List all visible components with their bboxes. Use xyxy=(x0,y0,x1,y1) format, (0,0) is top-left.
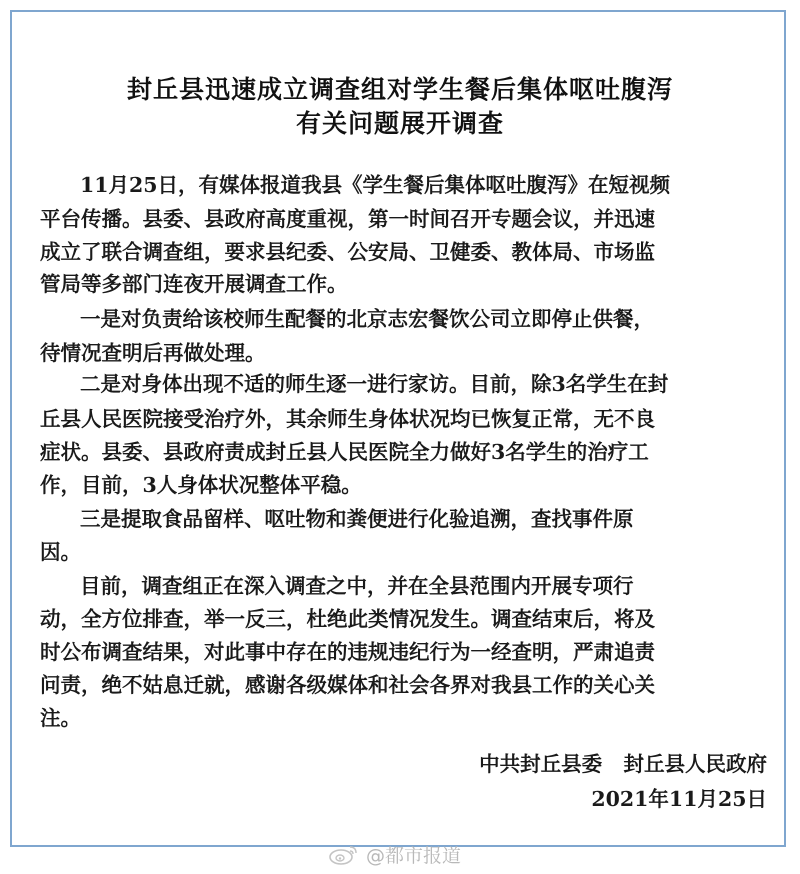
body-line: 丘县人民医院接受治疗外，其余师生身体状况均已恢复正常，无不良 xyxy=(40,407,655,431)
body-line: 因。 xyxy=(40,540,81,564)
body-line: 成立了联合调查组，要求县纪委、公安局、卫健委、教体局、市场监 xyxy=(40,240,655,264)
body-line: 平台传播。县委、县政府高度重视，第一时间召开专题会议，并迅速 xyxy=(40,207,655,231)
body-line: 11月25日，有媒体报道我县《学生餐后集体呕吐腹泻》在短视频 xyxy=(80,173,671,197)
signature-organizations: 中共封丘县委 封丘县人民政府 xyxy=(479,752,767,776)
body-line: 管局等多部门连夜开展调查工作。 xyxy=(40,272,348,296)
document-title-line-2: 有关问题展开调查 xyxy=(295,109,504,138)
weibo-logo-icon xyxy=(328,843,360,865)
body-line: 注。 xyxy=(40,706,81,730)
body-line: 作，目前，3人身体状况整体平稳。 xyxy=(40,473,362,497)
body-line: 动，全方位排查，举一反三，杜绝此类情况发生。调查结束后，将及 xyxy=(40,607,655,631)
watermark xyxy=(328,842,461,866)
document-title-line-1: 封丘县迅速成立调查组对学生餐后集体呕吐腹泻 xyxy=(126,75,673,104)
body-line: 三是提取食品留样、呕吐物和粪便进行化验追溯，查找事件原 xyxy=(80,507,634,531)
body-line: 症状。县委、县政府责成封丘县人民医院全力做好3名学生的治疗工 xyxy=(40,440,649,464)
body-line: 时公布调查结果，对此事中存在的违规违纪行为一经查明，严肃追责 xyxy=(40,640,655,664)
body-line: 一是对负责给该校师生配餐的北京志宏餐饮公司立即停止供餐， xyxy=(80,307,654,331)
signature-date: 2021年11月25日 xyxy=(591,787,767,811)
body-line: 待情况查明后再做处理。 xyxy=(40,341,266,365)
body-line: 目前，调查组正在深入调查之中，并在全县范围内开展专项行 xyxy=(80,574,634,598)
watermark-text: @都市报道 xyxy=(366,844,462,867)
body-line: 二是对身体出现不适的师生逐一进行家访。目前，除3名学生在封 xyxy=(80,372,669,396)
body-line: 问责，绝不姑息迁就，感谢各级媒体和社会各界对我县工作的关心关 xyxy=(40,673,655,697)
